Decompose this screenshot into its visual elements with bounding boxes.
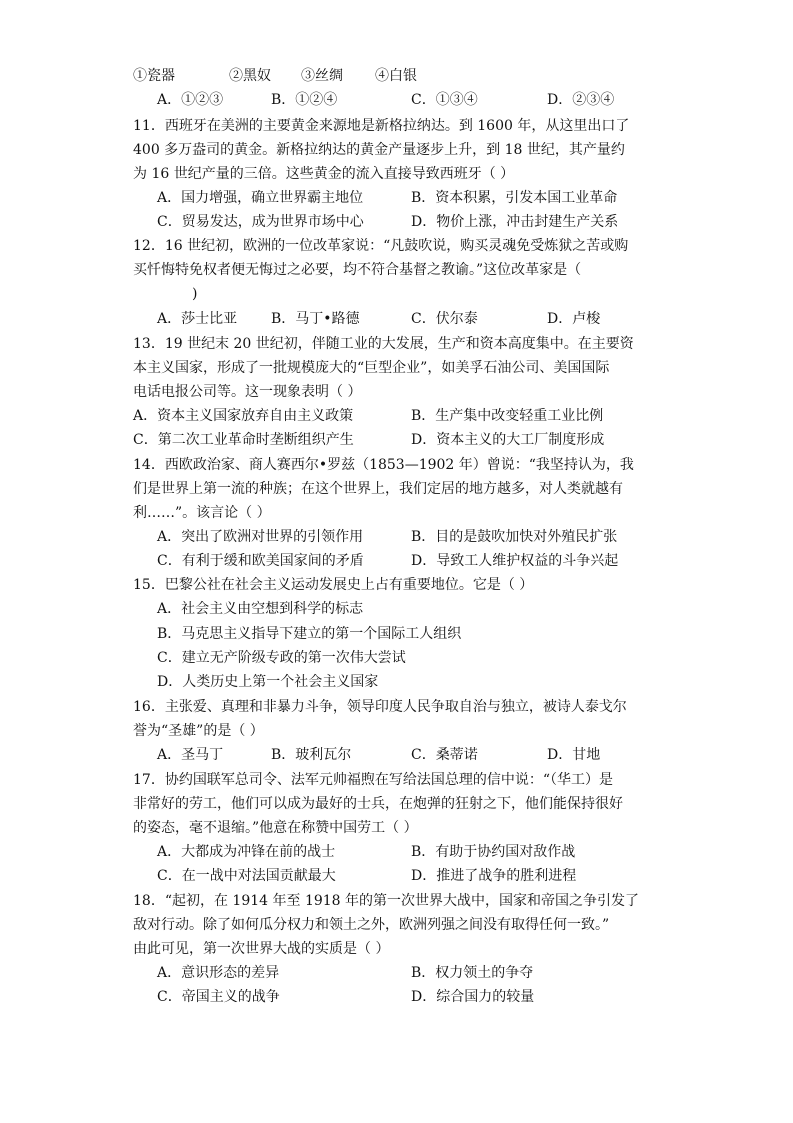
q11-stem-line-1: 11．西班牙在美洲的主要黄金来源地是新格拉纳达。到 1600 年，从这里出口了 bbox=[133, 118, 630, 134]
q10-option-c[interactable]: C．①③④ bbox=[411, 92, 478, 108]
q17-stem-line-2: 非常好的劳工，他们可以成为最好的士兵，在炮弹的狂射之下，他们能保持很好 bbox=[133, 796, 623, 812]
q13-stem-line-2: 本主义国家，形成了一批规模庞大的“巨型企业”，如美孚石油公司、美国国际 bbox=[133, 360, 610, 376]
q12-option-c[interactable]: C．伏尔泰 bbox=[411, 311, 478, 327]
q18-option-a[interactable]: A．意识形态的差异 bbox=[157, 965, 280, 981]
q18-stem-line-2: 敌对行动。除了如何瓜分权力和领土之外，欧洲列强之间没有取得任何一致。” bbox=[133, 917, 610, 933]
q14-stem-line-1: 14．西欧政治家、商人赛西尔•罗兹（1853—1902 年）曾说：“我坚持认为，我 bbox=[133, 457, 634, 473]
q15-option-c[interactable]: C．建立无产阶级专政的第一次伟大尝试 bbox=[157, 650, 406, 666]
q10-item-2: ②黑奴 bbox=[229, 68, 271, 84]
q11-option-c[interactable]: C．贸易发达，成为世界市场中心 bbox=[157, 214, 364, 230]
q17-option-a[interactable]: A．大都成为冲锋在前的战士 bbox=[157, 844, 336, 860]
q15-option-a[interactable]: A．社会主义由空想到科学的标志 bbox=[157, 601, 364, 617]
q13-option-a[interactable]: A．资本主义国家放弃自由主义政策 bbox=[133, 408, 354, 424]
q13-option-b[interactable]: B．生产集中改变轻重工业比例 bbox=[411, 408, 604, 424]
q16-stem-line-2: 誉为“圣雄”的是（ ） bbox=[133, 723, 264, 739]
q16-option-d[interactable]: D．甘地 bbox=[547, 747, 601, 763]
q11-option-d[interactable]: D．物价上涨，冲击封建生产关系 bbox=[411, 214, 619, 230]
q16-option-a[interactable]: A．圣马丁 bbox=[157, 747, 224, 763]
q11-option-b[interactable]: B．资本积累，引发本国工业革命 bbox=[411, 190, 618, 206]
q17-stem-line-1: 17．协约国联军总司令、法军元帅福煦在写给法国总理的信中说：“（华工）是 bbox=[133, 772, 613, 788]
q12-answer-blank-close: ) bbox=[192, 286, 198, 302]
q11-option-a[interactable]: A．国力增强，确立世界霸主地位 bbox=[157, 190, 364, 206]
q10-item-4: ④白银 bbox=[375, 68, 417, 84]
q12-option-a[interactable]: A．莎士比亚 bbox=[157, 311, 238, 327]
q11-stem-line-3: 为 16 世纪产量的三倍。这些黄金的流入直接导致西班牙（ ） bbox=[133, 166, 515, 182]
q14-option-a[interactable]: A．突出了欧洲对世界的引领作用 bbox=[157, 529, 364, 545]
q10-item-3: ③丝绸 bbox=[301, 68, 343, 84]
q13-stem-line-1: 13．19 世纪末 20 世纪初，伴随工业的大发展，生产和资本高度集中。在主要资 bbox=[133, 336, 634, 352]
q14-stem-line-2: 们是世界上第一流的种族；在这个世界上，我们定居的地方越多，对人类就越有 bbox=[133, 481, 623, 497]
q14-stem-line-3: 利……”。该言论（ ） bbox=[133, 505, 271, 521]
q18-stem-line-1: 18．“起初，在 1914 年至 1918 年的第一次世界大战中，国家和帝国之争引发了 bbox=[133, 893, 640, 909]
q14-option-c[interactable]: C．有利于缓和欧美国家间的矛盾 bbox=[157, 553, 364, 569]
q16-option-b[interactable]: B．玻利瓦尔 bbox=[271, 747, 352, 763]
q12-option-d[interactable]: D．卢梭 bbox=[547, 311, 601, 327]
q10-option-d[interactable]: D．②③④ bbox=[547, 92, 615, 108]
q12-stem-line-2: 买忏悔特免权者便无悔过之必要，均不符合基督之教谕。”这位改革家是（ bbox=[133, 262, 582, 278]
q18-option-d[interactable]: D．综合国力的较量 bbox=[411, 989, 535, 1005]
q16-option-c[interactable]: C．桑蒂诺 bbox=[411, 747, 478, 763]
q14-option-b[interactable]: B．目的是鼓吹加快对外殖民扩张 bbox=[411, 529, 618, 545]
q10-item-1: ①瓷器 bbox=[133, 68, 175, 84]
q13-option-c[interactable]: C．第二次工业革命时垄断组织产生 bbox=[133, 432, 354, 448]
q12-stem-line-1: 12．16 世纪初，欧洲的一位改革家说：“凡鼓吹说，购买灵魂免受炼狱之苦或购 bbox=[133, 238, 629, 254]
q18-option-b[interactable]: B．权力领土的争夺 bbox=[411, 965, 534, 981]
q10-option-a[interactable]: A．①②③ bbox=[157, 92, 224, 108]
q12-option-b[interactable]: B．马丁•路德 bbox=[271, 311, 360, 327]
q15-option-d[interactable]: D．人类历史上第一个社会主义国家 bbox=[157, 674, 379, 690]
q17-stem-line-3: 的姿态，毫不退缩。”他意在称赞中国劳工（ ） bbox=[133, 820, 418, 836]
q17-option-b[interactable]: B．有助于协约国对敌作战 bbox=[411, 844, 576, 860]
q10-option-b[interactable]: B．①②④ bbox=[271, 92, 338, 108]
q18-option-c[interactable]: C．帝国主义的战争 bbox=[157, 989, 280, 1005]
q15-stem-line-1: 15．巴黎公社在社会主义运动发展史上占有重要地位。它是（ ） bbox=[133, 577, 534, 593]
q13-option-d[interactable]: D．资本主义的大工厂制度形成 bbox=[411, 432, 605, 448]
q16-stem-line-1: 16．主张爱、真理和非暴力斗争，领导印度人民争取自治与独立，被诗人泰戈尔 bbox=[133, 699, 627, 715]
q13-stem-line-3: 电话电报公司等。这一现象表明（ ） bbox=[133, 384, 362, 400]
q14-option-d[interactable]: D．导致工人维护权益的斗争兴起 bbox=[411, 553, 619, 569]
q17-option-d[interactable]: D．推进了战争的胜利进程 bbox=[411, 868, 577, 884]
q11-stem-line-2: 400 多万盎司的黄金。新格拉纳达的黄金产量逐步上升，到 18 世纪，其产量约 bbox=[133, 142, 625, 158]
q17-option-c[interactable]: C．在一战中对法国贡献最大 bbox=[157, 868, 336, 884]
q15-option-b[interactable]: B．马克思主义指导下建立的第一个国际工人组织 bbox=[157, 626, 462, 642]
q18-stem-line-3: 由此可见，第一次世界大战的实质是（ ） bbox=[133, 941, 390, 957]
